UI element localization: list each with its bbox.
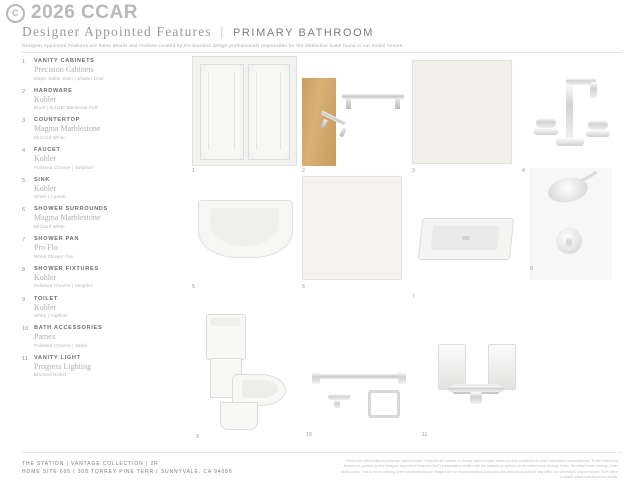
spec-detail: White | Caxton: [34, 194, 66, 200]
spec-brand: Kohler: [34, 302, 57, 312]
spec-category: SHOWER PAN: [34, 236, 80, 243]
spec-item-countertop: [22, 117, 172, 140]
spec-item-sink: [22, 177, 172, 200]
title-separator: |: [220, 24, 225, 39]
product-faucet: [522, 56, 618, 174]
spec-category: SHOWER SURROUNDS: [34, 206, 108, 213]
spec-number: 1: [22, 59, 26, 65]
product-caption: 5: [192, 284, 195, 290]
spec-detail: Blizzard White: [34, 134, 65, 140]
product-caption: 2: [302, 168, 305, 174]
footer-line-1: THE STATION | VANTAGE COLLECTION | 2R: [22, 461, 159, 467]
watermark-text: 2026 CCAR: [31, 2, 138, 23]
spec-detail: White | Highline: [34, 313, 68, 318]
spec-detail: Polished Chrome | Simplice: [34, 164, 94, 170]
spec-item-shower-pan: [22, 236, 172, 259]
spec-category: TOILET: [34, 295, 58, 302]
spec-number: 8: [22, 266, 26, 273]
spec-item-shower-fixtures: [22, 266, 172, 289]
product-vanity-light: [422, 328, 534, 438]
spec-brand: Magma Marblestone: [34, 213, 101, 223]
product-caption: 3: [412, 168, 415, 174]
spec-detail: White Shower Pan: [34, 253, 74, 259]
room-name: PRIMARY BATHROOM: [232, 27, 375, 39]
spec-brand: Magma Marblestone: [34, 124, 101, 134]
spec-brand: Pamex: [34, 332, 56, 342]
spec-detail: Black | 5-1/16" Blackrock Pull: [34, 105, 98, 111]
spec-detail: Maple Sable Stain | Shaker Door: [34, 75, 105, 81]
spec-brand: Precision Cabinets: [34, 65, 94, 74]
spec-detail: Blizzard White: [34, 223, 65, 229]
spec-list: [22, 58, 172, 385]
spec-category: SHOWER FIXTURES: [34, 265, 99, 272]
spec-number: 9: [22, 296, 26, 303]
product-caption: 6: [302, 284, 305, 290]
spec-number: 6: [22, 207, 26, 214]
product-caption: 1: [192, 168, 195, 174]
footer-disclaimer: Prices and offers subject to change without notice. Products are subject to change without notice based on field conditions or other unforeseen circumstances. To the extent any features or options on this Designer Appointed Features (DAF) presentation conflict with the features or options on the initial Home Change Order, the initial Home Change Order shall control. This is not an offering where prohibited by law. Images are for representational purposes only and actual product may differ. Not all images may be shown. See online or onsite sales consultants for details.: [341, 459, 618, 479]
spec-number: 2: [22, 88, 26, 95]
page-title: [22, 24, 622, 40]
footer-divider: [22, 452, 622, 453]
spec-detail: Polished Chrome | Sable: [34, 342, 88, 348]
spec-number: 10: [22, 326, 29, 333]
copyright-icon: C: [6, 4, 25, 23]
spec-brand: Kohler: [34, 272, 57, 282]
spec-item-toilet: [22, 296, 172, 319]
spec-category: FAUCET: [34, 147, 61, 154]
product-caption: 9: [196, 434, 199, 440]
product-cabinet-hardware: [302, 56, 407, 174]
spec-number: 5: [22, 177, 26, 184]
product-toilet: [196, 306, 300, 440]
product-shower-pan: [412, 196, 518, 300]
spec-number: 7: [22, 237, 26, 244]
product-caption: 10: [306, 432, 312, 438]
spec-number: 4: [22, 148, 26, 155]
spec-category: SINK: [34, 176, 51, 183]
header-divider: [22, 52, 622, 53]
spec-detail: Polished Chrome | Simplice: [34, 283, 94, 289]
watermark: [0, 0, 640, 26]
spec-brand: Kohler: [34, 94, 57, 104]
product-caption: 7: [412, 294, 415, 300]
spec-item-bath-accessories: [22, 325, 172, 348]
footer-line-2: HOME SITE 605 | 308 TORREY PINE TERR | SUNNYVALE, CA 94086: [22, 469, 233, 476]
spec-item-hardware: [22, 88, 172, 111]
product-bath-accessories: [306, 328, 418, 438]
product-caption: 8: [530, 266, 533, 272]
spec-category: VANITY CABINETS: [34, 58, 95, 64]
product-caption: 4: [522, 168, 525, 174]
page-header: [22, 24, 622, 48]
footer-community-info: [22, 460, 233, 477]
page-subtitle: Designer Appointed Features are home details and finishes curated by the branded design professionals responsible for the distinctive looks found in our model homes.: [22, 43, 404, 48]
product-caption: 11: [422, 432, 428, 438]
spec-item-shower-surrounds: [22, 206, 172, 229]
spec-category: VANITY LIGHT: [34, 354, 81, 361]
product-grid: [182, 56, 622, 446]
spec-item-vanity-light: [22, 355, 172, 378]
spec-category: BATH ACCESSORIES: [34, 325, 103, 332]
spec-brand: Kohler: [34, 183, 57, 193]
product-shower-surround: [302, 176, 402, 290]
spec-category: HARDWARE: [34, 87, 73, 94]
spec-brand: Pro Flo: [34, 243, 58, 253]
page-title-text: Designer Appointed Features: [22, 24, 212, 39]
spec-item-vanity-cabinets: [22, 58, 172, 81]
product-sink: [192, 186, 297, 290]
product-shower-fixtures: [530, 168, 612, 280]
spec-item-faucet: [22, 147, 172, 170]
spec-brand: Progress Lighting: [34, 361, 92, 371]
spec-number: 11: [22, 355, 28, 362]
spec-detail: Brushed Nickel: [34, 372, 67, 378]
spec-number: 3: [22, 118, 26, 125]
product-countertop: [412, 60, 512, 174]
product-vanity-cabinet: [192, 56, 297, 174]
spec-category: COUNTERTOP: [34, 117, 81, 124]
spec-brand: Kohler: [34, 154, 57, 164]
